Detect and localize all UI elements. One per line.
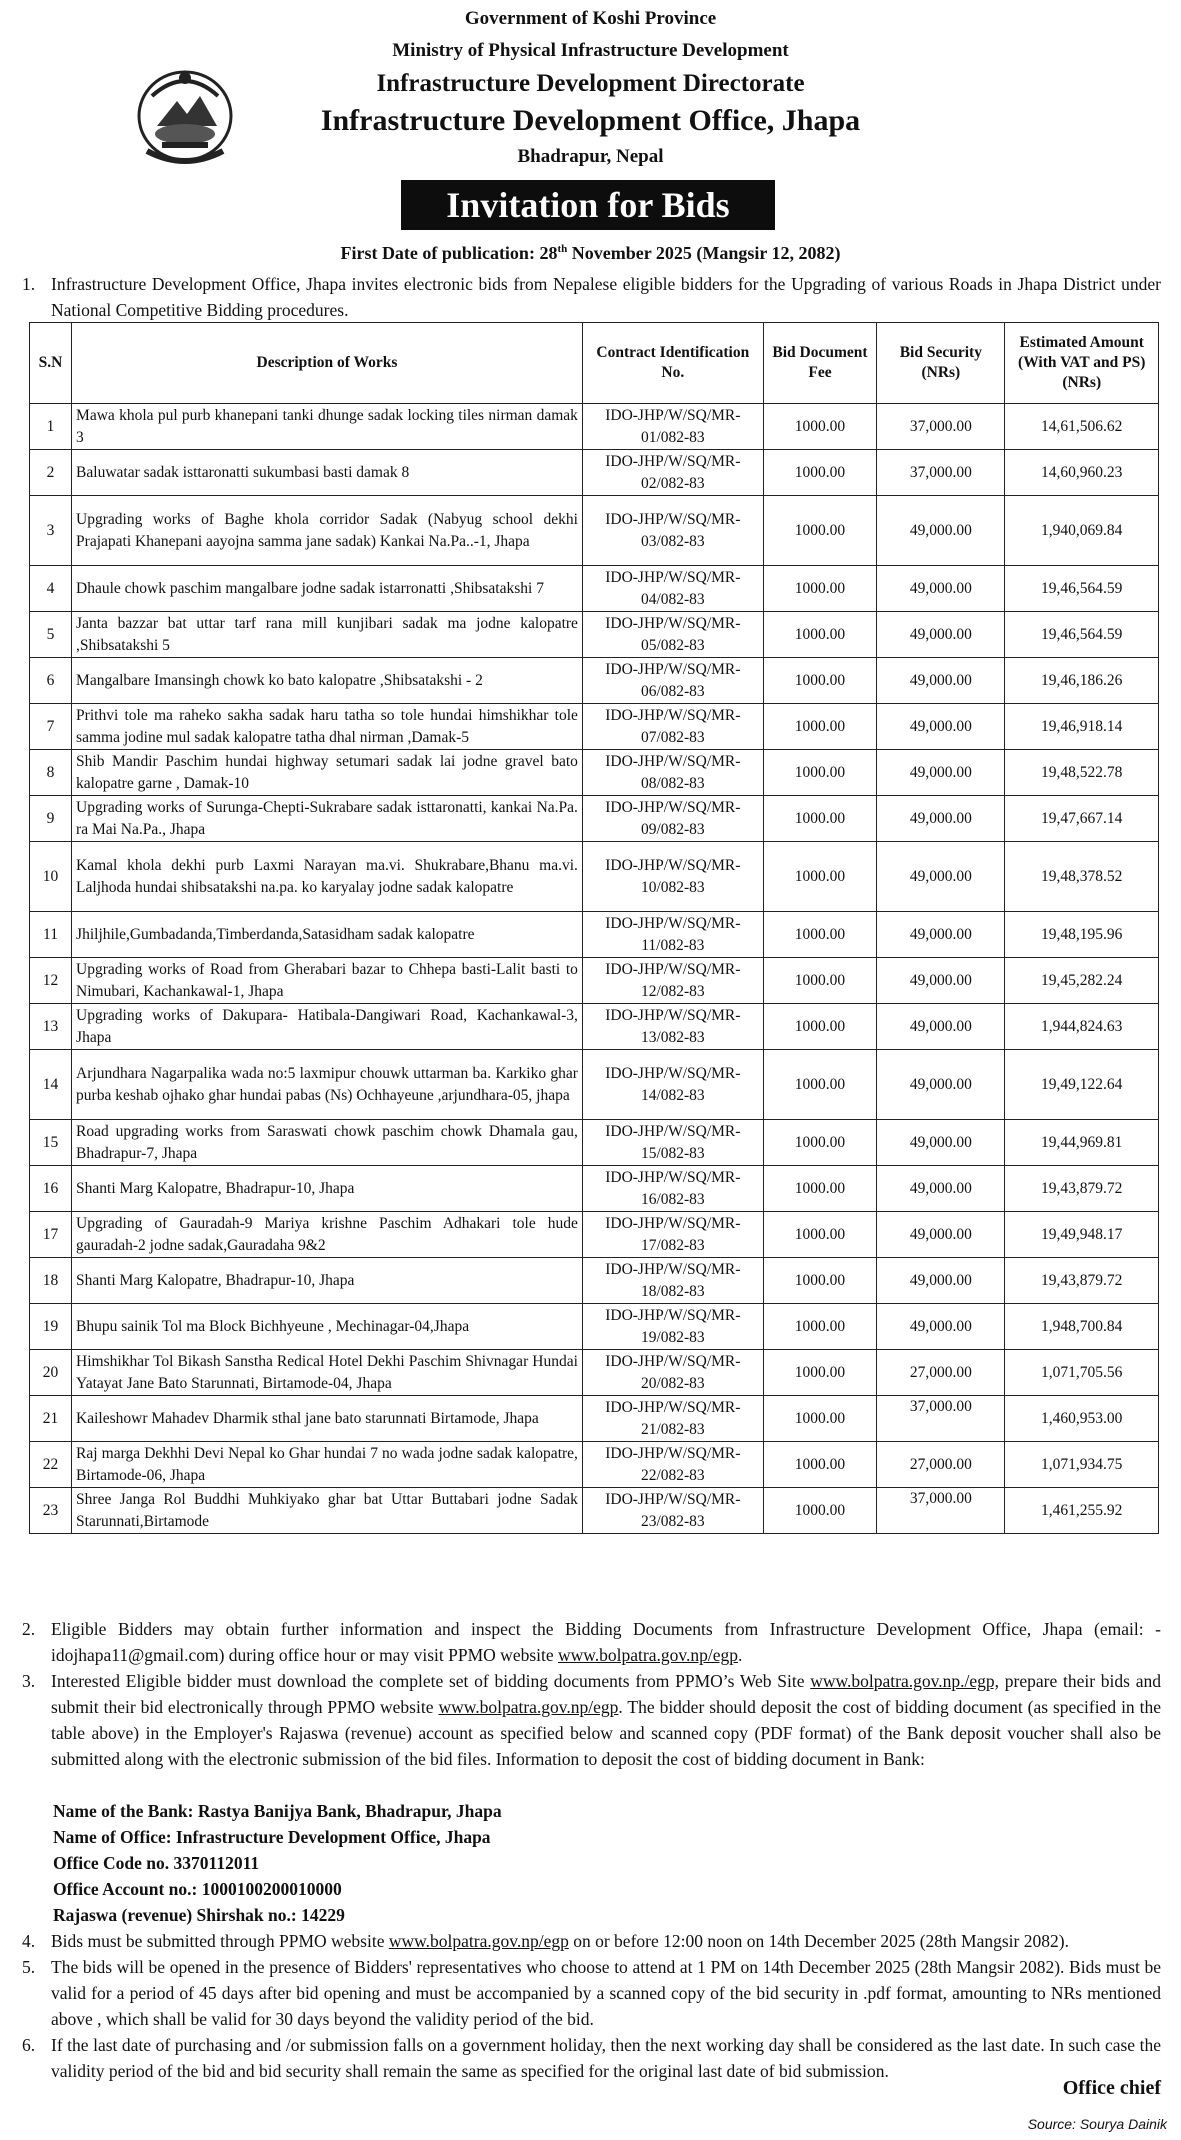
- office-name: Name of Office: Infrastructure Development Office, Jhapa: [53, 1827, 491, 1847]
- row-bid-fee: 1000.00: [763, 1442, 877, 1488]
- row-sn: 10: [30, 842, 72, 912]
- government-heading: Government of Koshi Province: [464, 8, 717, 29]
- row-bid-fee: 1000.00: [763, 658, 877, 704]
- row-contract-id: IDO-JHP/W/SQ/MR-12/082-83: [582, 958, 763, 1004]
- row-bid-security: 27,000.00: [877, 1350, 1005, 1396]
- row-sn: 11: [30, 912, 72, 958]
- row-bid-security: 49,000.00: [877, 1120, 1005, 1166]
- row-estimated-amount: 1,460,953.00: [1005, 1396, 1159, 1442]
- row-description: Shanti Marg Kalopatre, Bhadrapur-10, Jhapa: [72, 1166, 583, 1212]
- row-bid-security: 49,000.00: [877, 658, 1005, 704]
- row-description: Bhupu sainik Tol ma Block Bichhyeune , Mechinagar-04,Jhapa: [72, 1304, 583, 1350]
- row-estimated-amount: 19,48,522.78: [1005, 750, 1159, 796]
- table-row: [30, 404, 1159, 450]
- row-sn: 6: [30, 658, 72, 704]
- row-contract-id: IDO-JHP/W/SQ/MR-03/082-83: [582, 496, 763, 566]
- row-sn: 19: [30, 1304, 72, 1350]
- point-4-body-b: on or before 12:00 noon on 14th December 2025 (28th Mangsir 2082).: [573, 1931, 1069, 1951]
- row-description: Shib Mandir Paschim hundai highway setumari sadak lai jodne gravel bato kalopatre garne , Damak-10: [72, 750, 583, 796]
- row-contract-id: IDO-JHP/W/SQ/MR-04/082-83: [582, 566, 763, 612]
- row-estimated-amount: 19,46,564.59: [1005, 566, 1159, 612]
- row-description: Upgrading works of Baghe khola corridor Sadak (Nabyug school dekhi Prajapati Khanepani aayojna samma jane sadak) Kankai Na.Pa..-1, Jhapa: [72, 496, 583, 566]
- row-bid-fee: 1000.00: [763, 1166, 877, 1212]
- row-description: Upgrading works of Surunga-Chepti-Sukrabare sadak isttaronatti, kankai Na.Pa. ra Mai Na.Pa., Jhapa: [72, 796, 583, 842]
- ppmo-link-3[interactable]: www.bolpatra.gov.np/egp: [438, 1697, 619, 1717]
- row-sn: 1: [30, 404, 72, 450]
- directorate-heading: Infrastructure Development Directorate: [376, 70, 805, 97]
- row-description: Shanti Marg Kalopatre, Bhadrapur-10, Jhapa: [72, 1258, 583, 1304]
- row-estimated-amount: 14,61,506.62: [1005, 404, 1159, 450]
- row-sn: 15: [30, 1120, 72, 1166]
- row-estimated-amount: 1,071,705.56: [1005, 1350, 1159, 1396]
- row-sn: 7: [30, 704, 72, 750]
- publication-date-rest: November 2025 (Mangsir 12, 2082): [571, 243, 841, 263]
- row-description: Mangalbare Imansingh chowk ko bato kalopatre ,Shibsatakshi - 2: [72, 658, 583, 704]
- publication-label: First Date of publication:: [340, 243, 535, 263]
- table-row: [30, 450, 1159, 496]
- row-bid-fee: 1000.00: [763, 958, 877, 1004]
- row-sn: 12: [30, 958, 72, 1004]
- point-4-text: [51, 1928, 1161, 1954]
- row-contract-id: IDO-JHP/W/SQ/MR-06/082-83: [582, 658, 763, 704]
- point-6-number: 6.: [22, 2035, 36, 2055]
- ppmo-link-1[interactable]: www.bolpatra.gov.np/egp: [558, 1645, 738, 1665]
- row-contract-id: IDO-JHP/W/SQ/MR-08/082-83: [582, 750, 763, 796]
- point-3-body-a: Interested Eligible bidder must download the complete set of bidding documents from PPMO’s Web Site: [51, 1671, 805, 1691]
- row-bid-security: 49,000.00: [877, 912, 1005, 958]
- row-contract-id: IDO-JHP/W/SQ/MR-01/082-83: [582, 404, 763, 450]
- row-description: Raj marga Dekhhi Devi Nepal ko Ghar hundai 7 no wada jodne sadak kalopatre, Birtamode-06, Jhapa: [72, 1442, 583, 1488]
- row-description: Mawa khola pul purb khanepani tanki dhunge sadak locking tiles nirman damak 3: [72, 404, 583, 450]
- row-bid-fee: 1000.00: [763, 496, 877, 566]
- table-row: [30, 1350, 1159, 1396]
- row-estimated-amount: 19,44,969.81: [1005, 1120, 1159, 1166]
- point-3-body-b: prepare their bids and submit their bid electronically through PPMO website: [51, 1671, 1162, 1717]
- header-description: Description of Works: [72, 323, 583, 404]
- row-estimated-amount: 19,48,195.96: [1005, 912, 1159, 958]
- row-description: Upgrading works of Road from Gherabari bazar to Chhepa basti-Lalit basti to Nimubari, Kachankawal-1, Jhapa: [72, 958, 583, 1004]
- table-row: [30, 1004, 1159, 1050]
- row-contract-id: IDO-JHP/W/SQ/MR-11/082-83: [582, 912, 763, 958]
- row-sn: 13: [30, 1004, 72, 1050]
- row-estimated-amount: 19,47,667.14: [1005, 796, 1159, 842]
- publication-day: 28: [539, 243, 558, 263]
- row-bid-security: 49,000.00: [877, 496, 1005, 566]
- row-bid-security: 49,000.00: [877, 842, 1005, 912]
- row-estimated-amount: 1,940,069.84: [1005, 496, 1159, 566]
- row-bid-security: 49,000.00: [877, 796, 1005, 842]
- table-row: [30, 958, 1159, 1004]
- row-bid-fee: 1000.00: [763, 912, 877, 958]
- row-sn: 5: [30, 612, 72, 658]
- table-row: [30, 1050, 1159, 1120]
- row-sn: 8: [30, 750, 72, 796]
- row-contract-id: IDO-JHP/W/SQ/MR-22/082-83: [582, 1442, 763, 1488]
- table-row: [30, 1442, 1159, 1488]
- row-bid-security: 37,000.00: [877, 1396, 1005, 1442]
- table-row: [30, 796, 1159, 842]
- header-sn: S.N: [30, 323, 72, 404]
- row-contract-id: IDO-JHP/W/SQ/MR-14/082-83: [582, 1050, 763, 1120]
- row-bid-security: 37,000.00: [877, 450, 1005, 496]
- table-header-row: [30, 323, 1159, 404]
- row-estimated-amount: 19,46,918.14: [1005, 704, 1159, 750]
- row-contract-id: IDO-JHP/W/SQ/MR-20/082-83: [582, 1350, 763, 1396]
- row-bid-fee: 1000.00: [763, 1212, 877, 1258]
- row-bid-fee: 1000.00: [763, 566, 877, 612]
- row-bid-fee: 1000.00: [763, 842, 877, 912]
- row-bid-security: 37,000.00: [877, 404, 1005, 450]
- row-bid-fee: 1000.00: [763, 1258, 877, 1304]
- row-description: Kamal khola dekhi purb Laxmi Narayan ma.vi. Shukrabare,Bhanu ma.vi. Laljhoda hundai shibsatakshi na.pa. ko karyalay jodne sadak kalopatre: [72, 842, 583, 912]
- point-1-number: 1.: [22, 274, 36, 294]
- header-contract-id: Contract Identification No.: [582, 323, 763, 404]
- point-1-text: Infrastructure Development Office, Jhapa invites electronic bids from Nepalese eligible bidders for the Upgrading of various Roads in Jhapa District under National Competitive Bidding procedures.: [51, 274, 1161, 320]
- row-sn: 2: [30, 450, 72, 496]
- row-contract-id: IDO-JHP/W/SQ/MR-19/082-83: [582, 1304, 763, 1350]
- row-description: Jhiljhile,Gumbadanda,Timberdanda,Satasidham sadak kalopatre: [72, 912, 583, 958]
- header-bid-fee: Bid Document Fee: [763, 323, 877, 404]
- row-sn: 4: [30, 566, 72, 612]
- row-estimated-amount: 1,461,255.92: [1005, 1488, 1159, 1534]
- row-sn: 21: [30, 1396, 72, 1442]
- point-3-number: 3.: [22, 1671, 36, 1691]
- row-description: Arjundhara Nagarpalika wada no:5 laxmipur chouwk uttarman ba. Karkiko ghar purba keshab ojhako ghar hundai pabas (Ns) Ochhayeune ,arjundhara-05, jhapa: [72, 1050, 583, 1120]
- row-bid-fee: 1000.00: [763, 404, 877, 450]
- row-estimated-amount: 1,071,934.75: [1005, 1442, 1159, 1488]
- row-bid-security: 49,000.00: [877, 750, 1005, 796]
- point-2-number: 2.: [22, 1619, 36, 1639]
- publication-day-suffix: th: [557, 243, 568, 255]
- row-estimated-amount: 1,948,700.84: [1005, 1304, 1159, 1350]
- row-bid-fee: 1000.00: [763, 450, 877, 496]
- works-table-body: [30, 404, 1159, 1534]
- row-contract-id: IDO-JHP/W/SQ/MR-07/082-83: [582, 704, 763, 750]
- ppmo-link-4[interactable]: www.bolpatra.gov.np/egp: [388, 1931, 569, 1951]
- rajaswa-number: Rajaswa (revenue) Shirshak no.: 14229: [53, 1905, 345, 1925]
- row-bid-fee: 1000.00: [763, 1304, 877, 1350]
- row-description: Kaileshowr Mahadev Dharmik sthal jane bato starunnati Birtamode, Jhapa: [72, 1396, 583, 1442]
- office-account: Office Account no.: 1000100200010000: [53, 1879, 342, 1899]
- row-estimated-amount: 19,49,948.17: [1005, 1212, 1159, 1258]
- point-3-text: [51, 1668, 1161, 1772]
- row-description: Upgrading of Gauradah-9 Mariya krishne Paschim Adhakari tole hude gauradah-2 jodne sadak,Gauradaha 9&2: [72, 1212, 583, 1258]
- row-estimated-amount: 19,49,122.64: [1005, 1050, 1159, 1120]
- table-row: [30, 566, 1159, 612]
- point-5-text: The bids will be opened in the presence of Bidders' representatives who choose to attend at 1 PM on 14th December 2025 (28th Mangsir 2082). Bids must be valid for a period of 45 days after bid opening and must be accompanied by a scanned copy of the bid security in .pdf format, amounting to NRs mentioned above , which shall be valid for 30 days beyond the validity period of the bid.: [51, 1957, 1161, 2029]
- row-bid-security: 49,000.00: [877, 958, 1005, 1004]
- row-estimated-amount: 19,46,564.59: [1005, 612, 1159, 658]
- row-contract-id: IDO-JHP/W/SQ/MR-09/082-83: [582, 796, 763, 842]
- table-row: [30, 1166, 1159, 1212]
- point-3-body-c: . The bidder should deposit the cost of bidding document (as specified in the table above) in the Employer's Rajaswa (revenue) account as specified below and scanned copy (PDF format) of the Bank deposit voucher shall also be submitted along with the electronic submission of the bid files. Information to deposit the cost of bidding document in Bank:: [51, 1697, 1161, 1769]
- row-bid-fee: 1000.00: [763, 750, 877, 796]
- table-row: [30, 1304, 1159, 1350]
- row-contract-id: IDO-JHP/W/SQ/MR-18/082-83: [582, 1258, 763, 1304]
- row-bid-fee: 1000.00: [763, 612, 877, 658]
- point-4-number: 4.: [22, 1931, 36, 1951]
- row-sn: 23: [30, 1488, 72, 1534]
- row-bid-security: 49,000.00: [877, 1212, 1005, 1258]
- row-bid-fee: 1000.00: [763, 1350, 877, 1396]
- table-row: [30, 1120, 1159, 1166]
- table-row: [30, 1258, 1159, 1304]
- location-heading: Bhadrapur, Nepal: [517, 146, 664, 167]
- row-sn: 3: [30, 496, 72, 566]
- row-bid-fee: 1000.00: [763, 1050, 877, 1120]
- publication-date: [0, 243, 1181, 264]
- row-contract-id: IDO-JHP/W/SQ/MR-17/082-83: [582, 1212, 763, 1258]
- table-row: [30, 496, 1159, 566]
- table-row: [30, 1396, 1159, 1442]
- header-bid-security: Bid Security (NRs): [877, 323, 1005, 404]
- row-description: Upgrading works of Dakupara- Hatibala-Dangiwari Road, Kachankawal-3, Jhapa: [72, 1004, 583, 1050]
- row-bid-security: 49,000.00: [877, 1258, 1005, 1304]
- office-heading: Infrastructure Development Office, Jhapa: [320, 104, 861, 137]
- row-sn: 16: [30, 1166, 72, 1212]
- row-bid-security: 49,000.00: [877, 612, 1005, 658]
- row-contract-id: IDO-JHP/W/SQ/MR-10/082-83: [582, 842, 763, 912]
- point-5-number: 5.: [22, 1957, 36, 1977]
- row-bid-security: 49,000.00: [877, 566, 1005, 612]
- office-code: Office Code no. 3370112011: [53, 1853, 260, 1873]
- row-bid-security: 49,000.00: [877, 704, 1005, 750]
- row-description: Shree Janga Rol Buddhi Muhkiyako ghar bat Uttar Buttabari jodne Sadak Starunnati,Birtamode: [72, 1488, 583, 1534]
- row-description: Dhaule chowk paschim mangalbare jodne sadak istarronatti ,Shibsatakshi 7: [72, 566, 583, 612]
- row-bid-fee: 1000.00: [763, 796, 877, 842]
- point-4-body-a: Bids must be submitted through PPMO website: [51, 1931, 385, 1951]
- row-estimated-amount: 19,46,186.26: [1005, 658, 1159, 704]
- table-row: [30, 750, 1159, 796]
- row-estimated-amount: 14,60,960.23: [1005, 450, 1159, 496]
- row-estimated-amount: 19,45,282.24: [1005, 958, 1159, 1004]
- point-2-text: Eligible Bidders may obtain further information and inspect the Bidding Documents from Infrastructure Development Office, Jhapa (email: -idojhapa11@gmail.com) during office hour or may visit PPMO website www.bolpatra.gov.np/egp.: [51, 1619, 1161, 1665]
- row-estimated-amount: 19,48,378.52: [1005, 842, 1159, 912]
- bank-name: Name of the Bank: Rastya Banijya Bank, Bhadrapur, Jhapa: [53, 1801, 502, 1821]
- row-contract-id: IDO-JHP/W/SQ/MR-13/082-83: [582, 1004, 763, 1050]
- row-contract-id: IDO-JHP/W/SQ/MR-21/082-83: [582, 1396, 763, 1442]
- row-bid-fee: 1000.00: [763, 1396, 877, 1442]
- table-row: [30, 704, 1159, 750]
- point-2-body: Eligible Bidders may obtain further information and inspect the Bidding Documents from Infrastructure Development Office, Jhapa (email: -idojhapa11@gmail.com) during office hour or may visit PPMO website: [51, 1619, 1161, 1665]
- row-contract-id: IDO-JHP/W/SQ/MR-02/082-83: [582, 450, 763, 496]
- row-bid-security: 49,000.00: [877, 1004, 1005, 1050]
- row-bid-fee: 1000.00: [763, 1004, 877, 1050]
- row-estimated-amount: 1,944,824.63: [1005, 1004, 1159, 1050]
- table-row: [30, 1488, 1159, 1534]
- row-bid-security: 49,000.00: [877, 1050, 1005, 1120]
- row-sn: 18: [30, 1258, 72, 1304]
- source-credit: Source: Sourya Dainik: [1027, 2116, 1167, 2132]
- row-sn: 20: [30, 1350, 72, 1396]
- row-description: Himshikhar Tol Bikash Sanstha Redical Hotel Dekhi Paschim Shivnagar Hundai Yatayat Jane Bato Starunnati, Birtamode-04, Jhapa: [72, 1350, 583, 1396]
- row-bid-security: 27,000.00: [877, 1442, 1005, 1488]
- row-bid-security: 49,000.00: [877, 1166, 1005, 1212]
- row-description: Janta bazzar bat uttar tarf rana mill kunjibari sadak ma jodne kalopatre ,Shibsatakshi 5: [72, 612, 583, 658]
- table-row: [30, 1212, 1159, 1258]
- row-sn: 22: [30, 1442, 72, 1488]
- ministry-heading: Ministry of Physical Infrastructure Development: [392, 40, 789, 61]
- row-bid-fee: 1000.00: [763, 1488, 877, 1534]
- table-row: [30, 912, 1159, 958]
- row-contract-id: IDO-JHP/W/SQ/MR-16/082-83: [582, 1166, 763, 1212]
- table-row: [30, 658, 1159, 704]
- row-bid-security: 49,000.00: [877, 1304, 1005, 1350]
- row-description: Prithvi tole ma raheko sakha sadak haru tatha so tole hundai himshikhar tole samma jodine mul sadak kalopatre tatha dhal nirman ,Damak-5: [72, 704, 583, 750]
- row-sn: 14: [30, 1050, 72, 1120]
- row-description: Road upgrading works from Saraswati chowk paschim chowk Dhamala gau, Bhadrapur-7, Jhapa: [72, 1120, 583, 1166]
- row-sn: 17: [30, 1212, 72, 1258]
- row-sn: 9: [30, 796, 72, 842]
- row-contract-id: IDO-JHP/W/SQ/MR-23/082-83: [582, 1488, 763, 1534]
- row-description: Baluwatar sadak isttaronatti sukumbasi basti damak 8: [72, 450, 583, 496]
- table-row: [30, 842, 1159, 912]
- row-estimated-amount: 19,43,879.72: [1005, 1166, 1159, 1212]
- row-bid-security: 37,000.00: [877, 1488, 1005, 1534]
- ppmo-link-2[interactable]: www.bolpatra.gov.np./egp,: [810, 1671, 999, 1691]
- table-row: [30, 612, 1159, 658]
- point-6-text: If the last date of purchasing and /or submission falls on a government holiday, then the next working day shall be considered as the last date. In such case the validity period of the bid and bid security shall remain the same as specified for the original last date of bid submission.: [51, 2035, 1161, 2081]
- office-chief-signoff: Office chief: [1062, 2077, 1161, 2099]
- row-contract-id: IDO-JHP/W/SQ/MR-15/082-83: [582, 1120, 763, 1166]
- row-bid-fee: 1000.00: [763, 704, 877, 750]
- row-bid-fee: 1000.00: [763, 1120, 877, 1166]
- row-contract-id: IDO-JHP/W/SQ/MR-05/082-83: [582, 612, 763, 658]
- row-estimated-amount: 19,43,879.72: [1005, 1258, 1159, 1304]
- header-estimated-amount: Estimated Amount (With VAT and PS) (NRs): [1005, 323, 1159, 404]
- works-table: [29, 322, 1159, 1534]
- notice-title-banner: Invitation for Bids: [401, 180, 775, 230]
